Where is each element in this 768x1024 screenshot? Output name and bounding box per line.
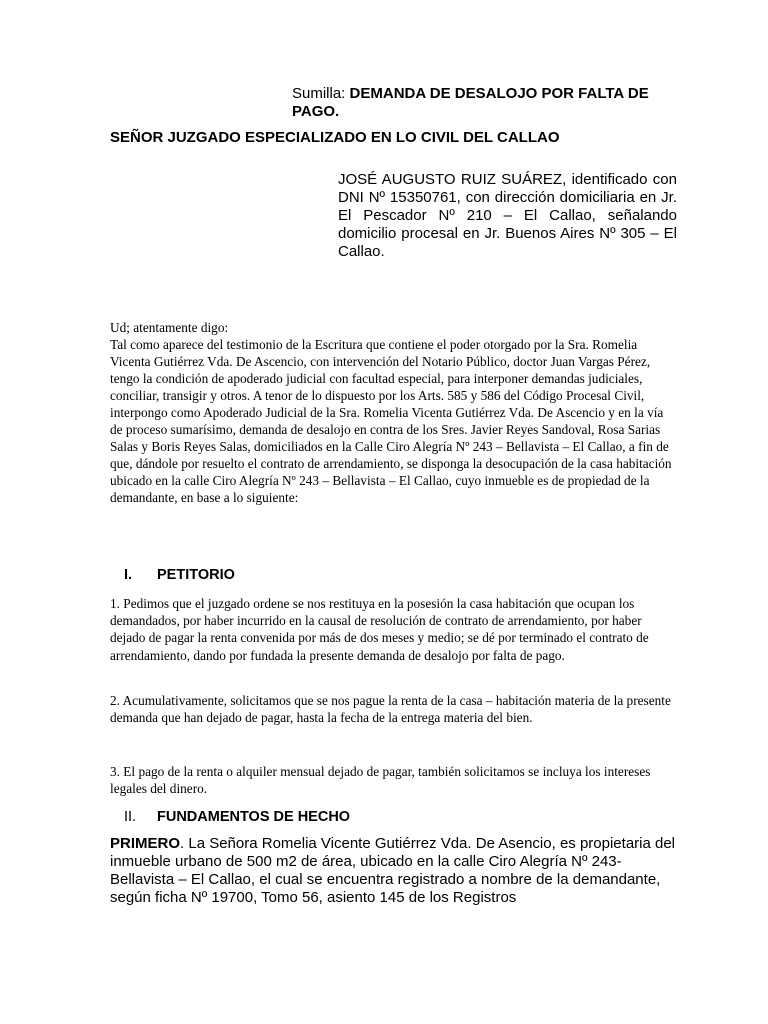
sumilla-title: DEMANDA DE DESALOJO POR FALTA DE PAGO.: [292, 85, 649, 120]
primero-label: PRIMERO: [110, 835, 181, 852]
section-number: II.: [124, 809, 137, 825]
intro-greeting: Ud; atentamente digo:: [110, 320, 229, 335]
party-identification: JOSÉ AUGUSTO RUIZ SUÁREZ, identificado con DNI Nº 15350761, con dirección domiciliaria en Jr. El Pescador Nº 210 – El Callao, señalando domicilio procesal en Jr. Buenos Aires Nº 305 – El Callao.: [338, 171, 677, 260]
intro-section: [110, 319, 677, 506]
sumilla-label: Sumilla:: [292, 85, 350, 102]
section-title: PETITORIO: [157, 567, 235, 583]
intro-body: Tal como aparece del testimonio de la Escritura que contiene el poder otorgado por la Sra. Romelia Vicenta Gutiérrez Vda. De Ascencio, con intervención del Notario Público, doctor Juan Vargas Pérez, tengo la condición de apoderado judicial con facultad especial, para interponer demandas judiciales, conciliar, transigir y otros. A tenor de lo dispuesto por los Arts. 585 y 586 del Código Procesal Civil, interpongo como Apoderado Judicial de la Sra. Romelia Vicenta Gutiérrez Vda. De Ascencio y en la vía de proceso sumarísimo, demanda de desalojo en contra de los Sres. Javier Reyes Sandoval, Rosa Sarias Salas y Boris Reyes Salas, domiciliados en la Calle Ciro Alegría Nº 243 – Bellavista – El Callao, a fin de que, dándole por resuelto el contrato de arrendamiento, se disponga la desocupación de la casa habitación ubicado en la calle Ciro Alegría Nº 243 – Bellavista – El Callao, cuyo inmueble es de propiedad de la demandante, en base a lo siguiente:: [110, 337, 672, 505]
petitorio-item-1: 1. Pedimos que el juzgado ordene se nos restituya en la posesión la casa habitación que ocupan los demandados, por haber incurrido en la causal de resolución de contrato de arrendamiento, por haber dejado de pagar la renta convenida por más de dos meses y medio; se dé por terminado el contrato de arrendamiento, dando por fundada la presente demanda de desalojo por falta de pago.: [110, 596, 649, 663]
section-number: I.: [124, 567, 133, 583]
primero-text: . La Señora Romelia Vicente Gutiérrez Vda. De Asencio, es propietaria del inmueble urbano de 500 m2 de área, ubicado en la calle Ciro Alegría Nº 243- Bellavista – El Callao, el cual se encuentra registrado a nombre de la demandante, según ficha Nº 19700, Tomo 56, asiento 145 de los Registros: [110, 835, 676, 906]
sumilla: [292, 85, 672, 121]
section-heading-fundamentos: [124, 808, 350, 826]
petitorio-item-2: 2. Acumulativamente, solicitamos que se nos pague la renta de la casa – habitación materia de la presente demanda que han dejado de pagar, hasta la fecha de la entrega materia del bien.: [110, 693, 671, 726]
petitorio-item-3: 3. El pago de la renta o alquiler mensual dejado de pagar, también solicitamos se incluya los intereses legales del dinero.: [110, 764, 651, 797]
paragraph-primero: [110, 835, 677, 907]
court-heading: SEÑOR JUZGADO ESPECIALIZADO EN LO CIVIL DEL CALLAO: [110, 129, 560, 146]
section-title: FUNDAMENTOS DE HECHO: [157, 809, 351, 825]
section-heading-petitorio: [124, 566, 235, 584]
